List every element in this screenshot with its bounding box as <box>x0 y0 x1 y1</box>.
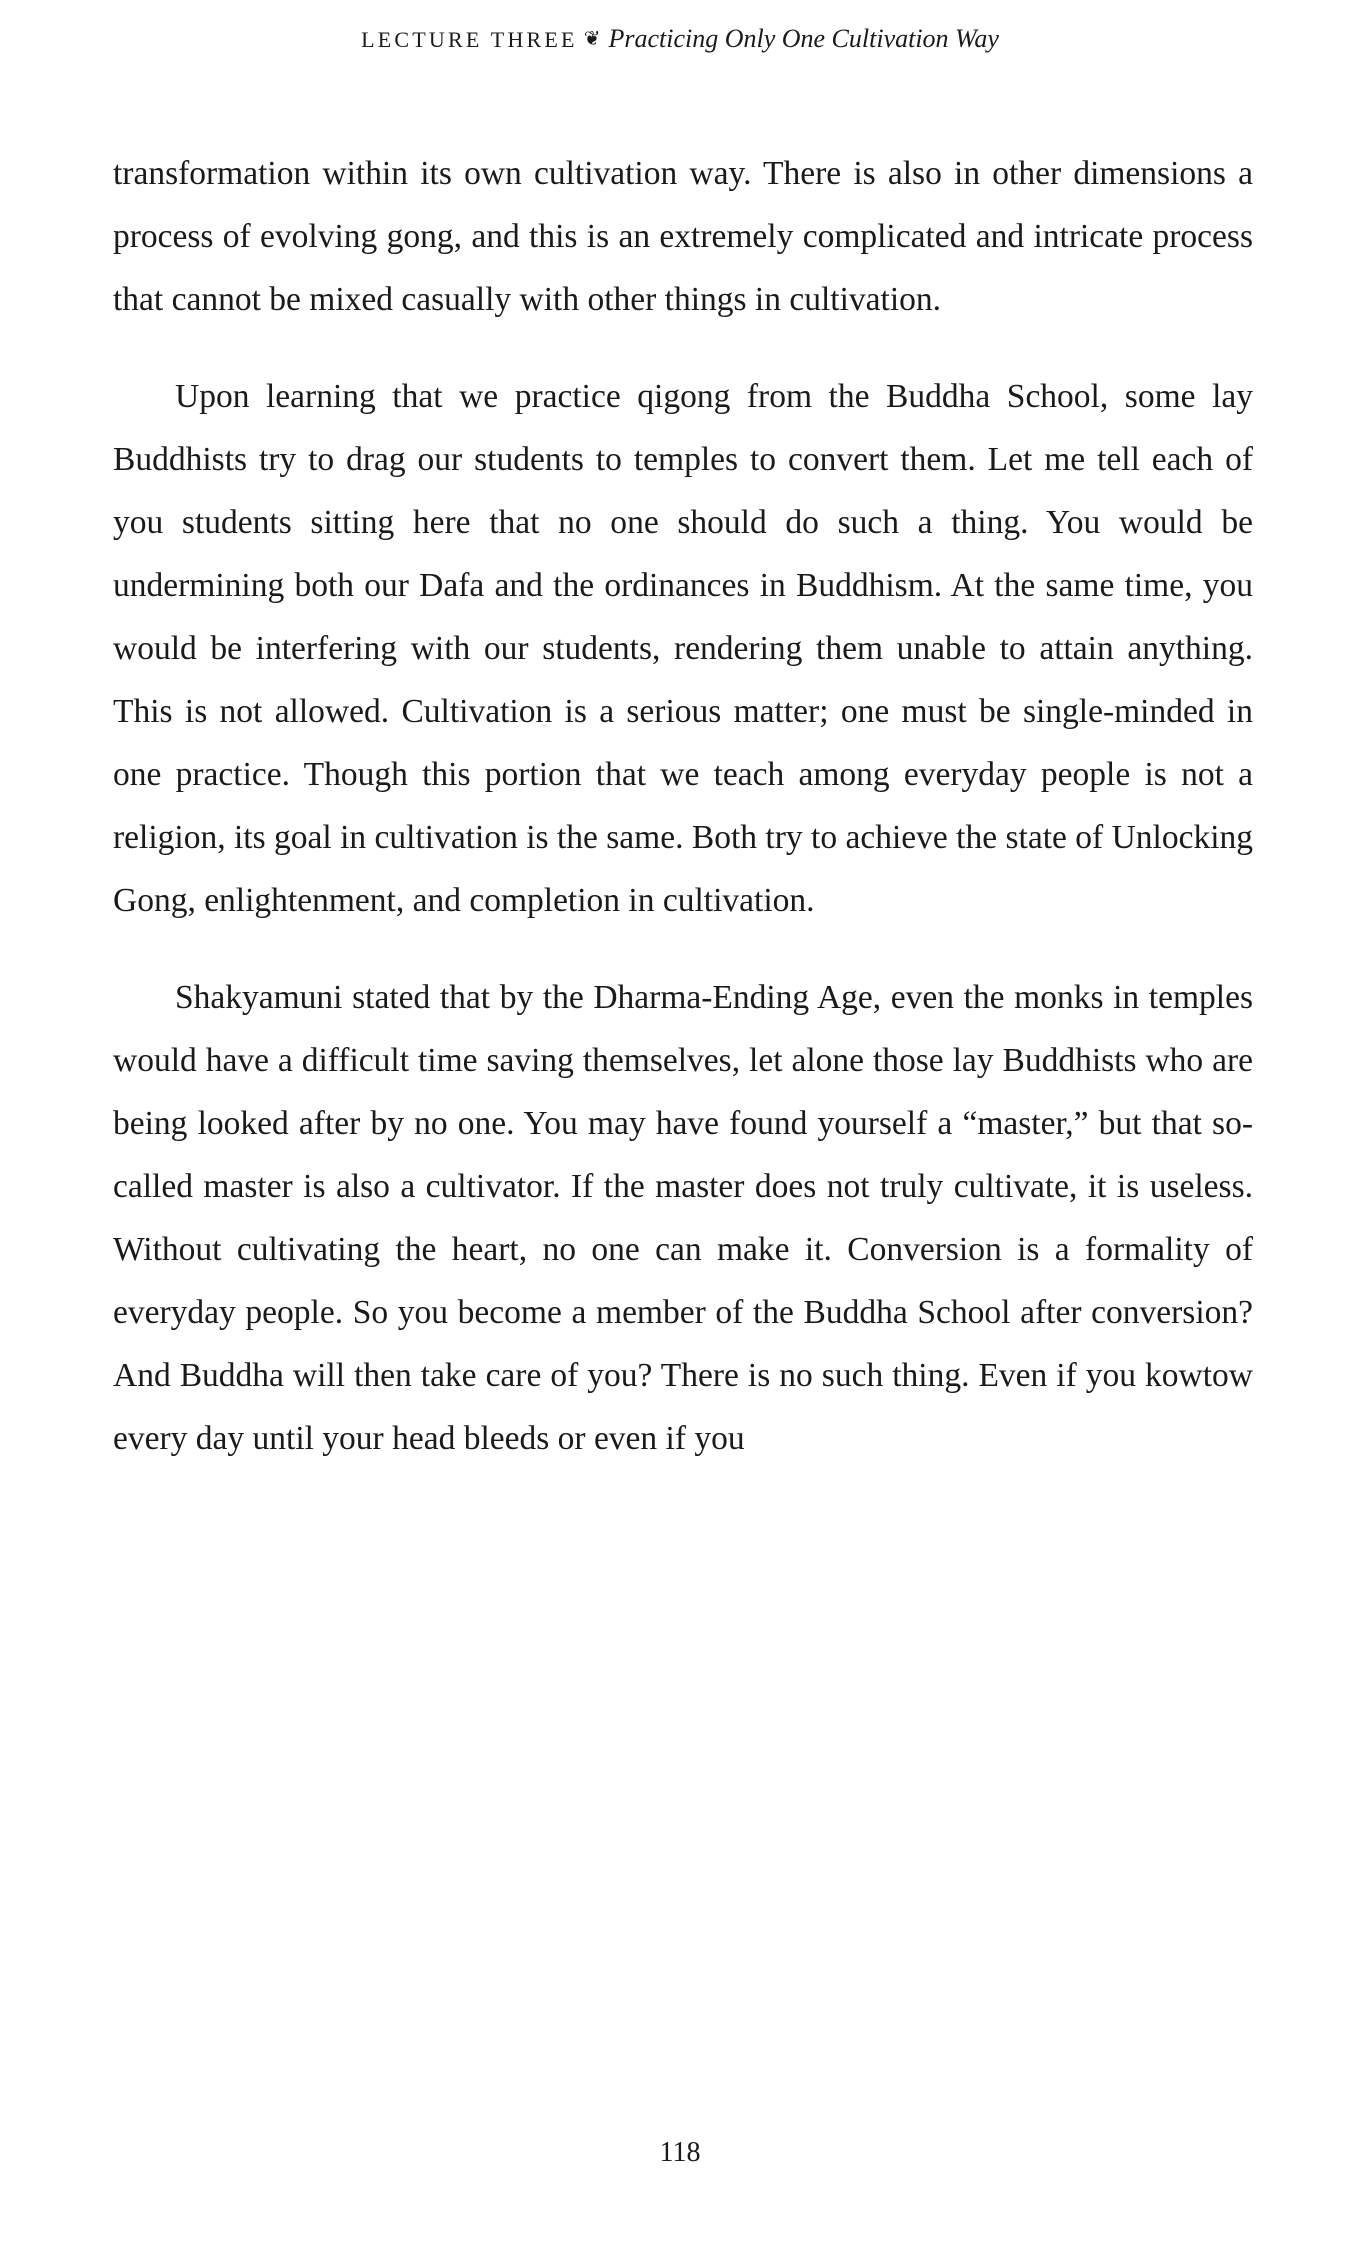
paragraph: Upon learning that we practice qigong from the Buddha School, some lay Buddhists try to drag our students to temples to convert them. Let me tell each of you students sitting here that no one should do such a thing. You would be undermining both our Dafa and the ordinances in Buddhism. At the same time, you would be interfering with our students, rendering them unable to attain anything. This is not allowed. Cultivation is a serious matter; one must be single-minded in one practice. Though this portion that we teach among everyday people is not a religion, its goal in cultivation is the same. Both try to achieve the state of Unlocking Gong, enlightenment, and completion in cultivation. <box>113 378 1253 919</box>
page-body <box>113 142 1253 1470</box>
page-number: 118 <box>659 2137 701 2168</box>
leaf-ornament-icon: ❦ <box>583 28 601 50</box>
paragraph: transformation within its own cultivation way. There is also in other dimensions a process of evolving gong, and this is an extremely complicated and intricate process that cannot be mixed casually with other things in cultivation. <box>113 155 1253 318</box>
running-head-chapter-label: LECTURE THREE <box>361 27 578 52</box>
running-head <box>0 24 1360 54</box>
paragraph: Shakyamuni stated that by the Dharma-Ending Age, even the monks in temples would have a difficult time saving themselves, let alone those lay Buddhists who are being looked after by no one. You may have found yourself a “master,” but that so-called master is also a cultivator. If the master does not truly cultivate, it is useless. Without cultivating the heart, no one can make it. Conversion is a formality of everyday people. So you become a member of the Buddha School after conversion? And Buddha will then take care of you? There is no such thing. Even if you kowtow every day until your head bleeds or even if you <box>113 979 1253 1457</box>
running-head-chapter-title: Practicing Only One Cultivation Way <box>608 24 999 53</box>
